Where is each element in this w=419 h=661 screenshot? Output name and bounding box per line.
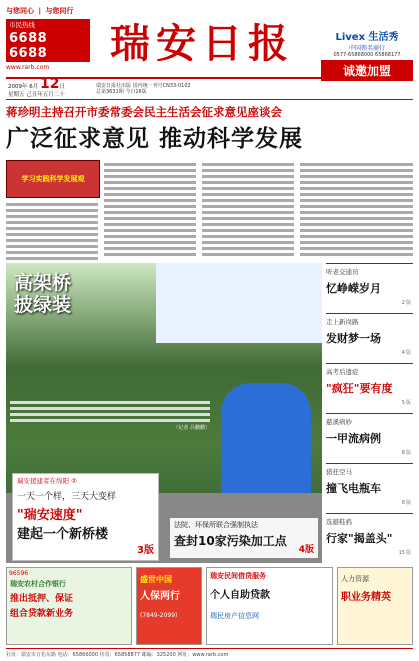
website[interactable]: www.rarb.com — [6, 64, 50, 71]
hotline-number: 6688 6688 — [6, 30, 90, 62]
photo-title[interactable]: 高架桥披绿装 — [14, 272, 72, 316]
lead-text-col-4 — [300, 160, 413, 259]
story-box-mianyang[interactable] — [12, 473, 159, 561]
lead-image: 学习实践科学发展观 — [6, 160, 100, 198]
ad-tel: 0577-65868000 65868177 — [333, 52, 401, 58]
slogan-2: 与您同行 — [45, 7, 74, 15]
ad-insurance[interactable]: 盛世中国 人保两行 (7849-2099) — [136, 567, 202, 645]
masthead-left — [6, 6, 92, 71]
lead-text-col-2 — [104, 160, 196, 259]
lead-text-col-3 — [202, 160, 294, 259]
sidebar-item[interactable]: 选避鞋鸦 行家"揭盖头" 15版 — [326, 513, 413, 563]
box-page: 4版 — [298, 545, 314, 555]
box-label: 法院、环保所联合强制执法 — [174, 521, 258, 529]
ad-join: 诚邀加盟 — [321, 60, 413, 81]
photo-credit: （记者 吕鹏鹏） — [173, 425, 210, 431]
ad-bank[interactable]: 96596 瑞安农村合作银行 推出抵押、保证 组合贷款新业务 — [6, 567, 132, 645]
dateline — [6, 77, 413, 100]
sidebar-item[interactable]: 走上新岗路 发财梦一场 4版 — [326, 313, 413, 363]
sidebar-item[interactable]: 高考后遗症 "疯狂"要有度 5版 — [326, 363, 413, 413]
ad-loan[interactable]: 瑞安民间借贷服务 个人自助贷款 瑞民房产信息网 — [206, 567, 333, 645]
slogan-1: 与您同心 — [6, 7, 34, 15]
box-subtitle: 一天一个样，三天大变样 — [17, 492, 117, 502]
box-headline-1: "瑞安速度" — [17, 508, 83, 523]
masthead-ad[interactable] — [321, 28, 413, 81]
story-box-pollution[interactable] — [170, 518, 318, 558]
sidebar-item[interactable]: 慈溪病妙 一甲流病例 8版 — [326, 413, 413, 463]
sidebar-item[interactable]: 听老交通员 忆峥嵘岁月 2版 — [326, 263, 413, 313]
box-label: 瑞安援建者在绵阳 ② — [17, 477, 77, 485]
ad-recruit[interactable]: 人力资源 职业务精英 — [337, 567, 413, 645]
photo-worker — [221, 383, 311, 493]
lead-text-col-1 — [6, 200, 98, 263]
ad-logo: Livex 生活秀 — [335, 32, 399, 43]
box-page: 3版 — [137, 545, 154, 556]
newspaper-title: 瑞安日报 — [110, 20, 294, 67]
photo-caption — [10, 398, 210, 431]
ad-sub: 中国领名商行 — [348, 45, 385, 52]
lead-headline[interactable]: 广泛征求意见 推动科学发展 — [6, 126, 304, 152]
lead-kicker[interactable]: 蒋珍明主持召开市委常委会民主生活会征求意见座谈会 — [6, 105, 282, 119]
footer: 社址：瑞安市万松东路 电话：65866000 传真：65858877 邮编：325200 网址：www.rarb.com — [6, 648, 413, 658]
sidebar-item[interactable]: 猎狂空马 撞飞电瓶车 8版 — [326, 463, 413, 513]
photo-sky — [156, 263, 322, 343]
hotline-label: 市民热线 — [6, 19, 90, 30]
box-headline-2: 建起一个新桥楼 — [17, 527, 109, 542]
box-headline: 查封10家污染加工点 — [174, 534, 287, 548]
date: 2009年 6月 12日 星期五 己丑年五月二十 — [8, 76, 65, 98]
slogan: 与您同心 | 与您同行 — [6, 7, 74, 15]
publication-info: 瑞安日报社出版 国内统一刊号CN33-0102 总第3631期 今日16版 — [96, 83, 191, 95]
ads-strip — [6, 567, 413, 645]
sidebar — [326, 263, 413, 563]
